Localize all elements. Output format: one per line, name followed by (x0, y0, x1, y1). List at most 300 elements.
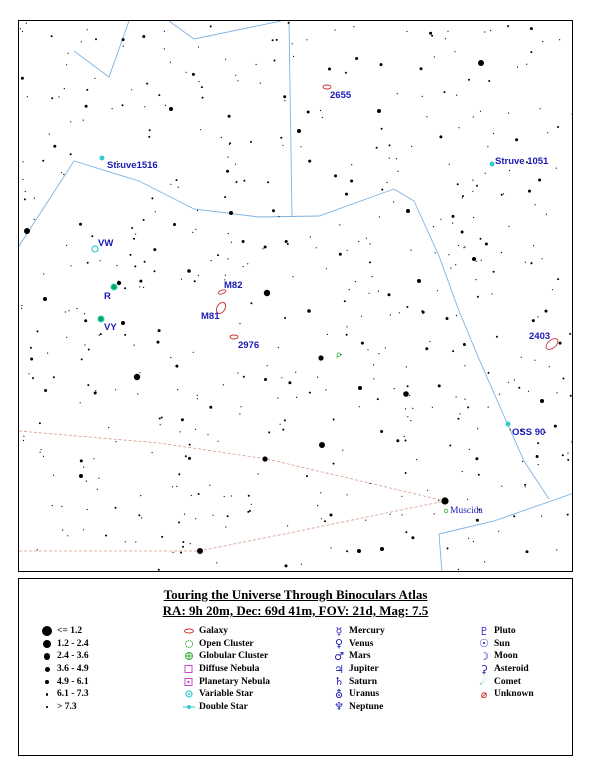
star (157, 341, 160, 344)
object-row-label: Diffuse Nebula (199, 664, 260, 675)
star (462, 195, 464, 197)
star (545, 310, 548, 313)
planet-row (329, 688, 385, 701)
star (159, 418, 161, 420)
star (274, 60, 276, 62)
magnitude-row (37, 638, 89, 651)
star (149, 129, 151, 131)
other-row-label: Asteroid (494, 664, 529, 675)
figure-line (19, 431, 445, 501)
star (87, 384, 89, 386)
star-chart[interactable] (18, 20, 573, 572)
star (406, 306, 408, 308)
star (480, 111, 481, 112)
star (181, 279, 182, 280)
label-rho: ρ (336, 350, 342, 359)
star (399, 312, 400, 313)
star (493, 133, 494, 134)
star (487, 146, 488, 147)
star (367, 349, 368, 350)
star (456, 396, 457, 397)
star (184, 514, 185, 515)
star (280, 424, 281, 425)
star (346, 326, 347, 327)
star (481, 260, 482, 261)
star (388, 293, 391, 296)
star (151, 197, 153, 199)
star (66, 245, 67, 246)
star (406, 31, 407, 32)
star (231, 495, 232, 496)
star (94, 78, 95, 79)
star (406, 209, 410, 213)
star (217, 254, 219, 256)
star (21, 305, 22, 306)
star (526, 550, 529, 553)
star (135, 234, 136, 235)
star (283, 95, 286, 98)
star (429, 341, 430, 342)
star (176, 486, 177, 487)
galaxy-m82[interactable] (218, 280, 243, 295)
star (225, 275, 226, 276)
star (461, 231, 464, 234)
star (426, 116, 427, 117)
star (478, 474, 480, 476)
star (379, 216, 380, 217)
star (182, 546, 184, 548)
star (30, 358, 33, 361)
star (473, 116, 474, 117)
other-row-label: Moon (494, 651, 518, 662)
planet-row-label: Neptune (349, 701, 384, 712)
object-row-label: Variable Star (199, 689, 254, 700)
star (345, 193, 348, 196)
star (297, 129, 301, 133)
star (97, 489, 98, 490)
star (278, 347, 279, 348)
star (224, 196, 226, 198)
star (325, 389, 326, 390)
star (251, 504, 252, 505)
star (209, 406, 212, 409)
star (68, 310, 69, 311)
star (456, 95, 457, 96)
star (87, 509, 88, 510)
other-row-label: Sun (494, 638, 510, 649)
star (285, 240, 288, 243)
star (381, 189, 383, 191)
star (267, 365, 268, 366)
star (58, 96, 59, 97)
star (410, 250, 411, 251)
open-cluster-icon (444, 509, 448, 513)
star (405, 472, 407, 474)
star (377, 109, 381, 113)
star (469, 449, 470, 450)
globular-cluster-icon (183, 651, 195, 661)
star (563, 378, 565, 380)
star (437, 290, 438, 291)
star (485, 243, 488, 246)
label-oss90: OSS 90 (512, 427, 546, 438)
star (61, 506, 62, 507)
constellation-boundaries (19, 21, 573, 572)
galaxy-2403[interactable] (529, 331, 560, 352)
star (240, 406, 241, 407)
star (43, 456, 44, 457)
star (195, 229, 196, 230)
star (417, 279, 421, 283)
legend-panel (18, 578, 573, 756)
planet-row (329, 638, 385, 651)
star (532, 319, 535, 322)
star (452, 215, 455, 218)
star (404, 436, 405, 437)
star (496, 336, 498, 338)
star (67, 535, 68, 536)
double-star-struve1051[interactable] (490, 156, 550, 167)
star (476, 185, 478, 187)
star (569, 333, 571, 335)
star (278, 216, 279, 217)
star (235, 164, 236, 165)
star (448, 254, 449, 255)
object-row-symbol (179, 651, 199, 661)
double-star-struve1516[interactable] (100, 156, 158, 172)
star (137, 393, 138, 394)
star (272, 209, 275, 212)
star (144, 106, 145, 107)
planet-row (329, 663, 385, 676)
star (198, 81, 199, 82)
star (567, 514, 569, 516)
star (422, 96, 423, 97)
other-row-label: Unknown (494, 689, 534, 700)
star (37, 330, 39, 332)
star (170, 184, 171, 185)
star (98, 478, 99, 479)
star (198, 46, 199, 47)
planet-row-label: Uranus (349, 689, 380, 700)
star (226, 170, 229, 173)
star (528, 190, 531, 193)
star (447, 31, 448, 32)
star (153, 248, 156, 251)
star (515, 138, 518, 141)
galaxy-2976[interactable] (230, 335, 259, 351)
galaxy-icon (183, 627, 195, 635)
star (211, 260, 212, 261)
star (135, 541, 136, 542)
star (87, 262, 89, 264)
star (243, 376, 245, 378)
star (507, 25, 509, 27)
star (216, 562, 217, 563)
star (409, 395, 410, 396)
star (276, 39, 278, 41)
star (439, 135, 442, 138)
star (191, 495, 192, 496)
star (193, 352, 194, 353)
star (228, 233, 229, 234)
star (473, 217, 474, 218)
star (380, 63, 382, 65)
diffuse-nebula-icon (183, 664, 195, 674)
star (530, 27, 533, 30)
star (449, 445, 451, 447)
star (192, 73, 195, 76)
star (117, 281, 121, 285)
star (390, 314, 391, 315)
label-vw: VW (98, 238, 114, 249)
star (405, 408, 406, 409)
star (411, 536, 414, 539)
star (547, 132, 548, 133)
star (347, 250, 348, 251)
star (164, 48, 165, 49)
star (310, 236, 311, 237)
star (242, 240, 245, 243)
star (180, 431, 181, 432)
magnitude-row-symbol (37, 693, 57, 696)
star (369, 243, 370, 244)
label-2655: 2655 (330, 90, 352, 101)
star (250, 141, 252, 143)
star (286, 565, 287, 566)
star (493, 271, 495, 273)
planet-row-symbol (329, 663, 349, 676)
star (34, 219, 35, 220)
planet-row-symbol (329, 637, 349, 650)
star (501, 194, 503, 196)
star (450, 267, 451, 268)
star (225, 59, 226, 60)
star (405, 440, 407, 442)
star (346, 334, 348, 336)
star (531, 262, 532, 263)
other-row (474, 625, 534, 638)
object-row (179, 625, 270, 638)
star (307, 111, 310, 114)
star (342, 450, 343, 451)
star (377, 398, 379, 400)
double-star-icon (182, 702, 196, 712)
star (324, 520, 326, 522)
star (160, 424, 161, 425)
star (541, 516, 542, 517)
star (223, 384, 224, 385)
star (86, 481, 87, 482)
star (320, 110, 321, 111)
star (141, 517, 142, 518)
planet-legend (329, 625, 385, 713)
other-icon: ⚳ (479, 662, 489, 676)
variable-star-icon (183, 689, 195, 699)
star (472, 257, 476, 261)
galaxy-m81[interactable] (201, 301, 227, 322)
star (272, 39, 274, 41)
star (373, 364, 374, 365)
star (99, 335, 100, 336)
star (53, 376, 55, 378)
asterism-lines (19, 431, 445, 551)
star (449, 164, 450, 165)
star (42, 160, 44, 162)
star (301, 564, 302, 565)
other-row (474, 650, 534, 663)
star (393, 201, 394, 202)
star (559, 39, 560, 40)
magnitude-row-symbol (37, 653, 57, 660)
star (307, 309, 311, 313)
star (70, 153, 72, 155)
star (284, 317, 286, 319)
variable-star-r[interactable] (104, 284, 117, 302)
star (546, 214, 547, 215)
star (522, 461, 523, 462)
bright-stars (24, 60, 544, 554)
star (412, 408, 413, 409)
atlas-title: Touring the Universe Through Binoculars Atlas (163, 587, 428, 602)
star (464, 365, 465, 366)
magnitude-row-label: > 7.3 (57, 701, 77, 712)
star (503, 193, 504, 194)
other-icon: ☄ (479, 675, 489, 689)
star (386, 182, 387, 183)
star (116, 265, 117, 266)
boundary-line (289, 21, 292, 216)
star (355, 57, 358, 60)
double-star-oss90[interactable] (506, 422, 546, 439)
star (93, 458, 94, 459)
star (528, 391, 529, 392)
other-icon: ♇ (479, 624, 489, 638)
star (105, 535, 107, 537)
star (277, 397, 278, 398)
star (420, 67, 423, 70)
star (330, 514, 333, 517)
star (29, 373, 30, 374)
galaxy-2655[interactable] (323, 85, 352, 101)
star (458, 245, 459, 246)
boundary-line (19, 161, 414, 246)
star (458, 569, 459, 570)
star (345, 72, 347, 74)
star (406, 366, 407, 367)
star (188, 457, 191, 460)
star (556, 168, 557, 169)
star (210, 25, 212, 27)
star (429, 32, 432, 35)
star (491, 293, 492, 294)
other-icon: ☽ (479, 649, 489, 663)
variable-star-vy[interactable] (98, 316, 117, 333)
star (189, 444, 191, 446)
star (21, 308, 22, 309)
star (521, 357, 522, 358)
planet-row-label: Mars (349, 651, 371, 662)
star (347, 494, 348, 495)
planet-row (329, 701, 385, 714)
star (475, 279, 476, 280)
star (401, 496, 402, 497)
planet-icon: ☿ (335, 624, 343, 638)
star (284, 100, 285, 101)
planet-icon: ♄ (334, 675, 344, 689)
star (467, 406, 469, 408)
star (288, 381, 291, 384)
star (209, 485, 210, 486)
star (47, 353, 48, 354)
star (501, 252, 502, 253)
star (186, 72, 187, 73)
star (231, 242, 232, 243)
planet-row (329, 650, 385, 663)
star (248, 495, 250, 497)
object-row-label: Planetary Nebula (199, 676, 270, 687)
star (524, 484, 526, 486)
variable-star-vw[interactable] (92, 238, 113, 252)
star (473, 541, 474, 542)
galaxy-icon (230, 335, 238, 339)
star (556, 549, 557, 550)
star (444, 91, 446, 93)
star (435, 252, 436, 253)
star (559, 342, 562, 345)
star (288, 22, 290, 24)
label-m82: M82 (224, 280, 243, 291)
star-rho[interactable] (336, 350, 341, 359)
star (134, 345, 135, 346)
star (287, 525, 288, 526)
star (139, 372, 140, 373)
star (225, 526, 226, 527)
star (108, 427, 109, 428)
star (81, 41, 82, 42)
star (328, 68, 331, 71)
star (175, 365, 178, 368)
star (44, 389, 47, 392)
object-row-label: Open Cluster (199, 638, 254, 649)
star (79, 223, 82, 226)
star (488, 372, 490, 374)
star (339, 253, 342, 256)
galaxy-icon (323, 85, 331, 89)
magnitude-row (37, 625, 89, 638)
star (456, 315, 457, 316)
star (247, 511, 249, 513)
star (100, 260, 101, 261)
star (34, 198, 35, 199)
star (567, 453, 568, 454)
star (394, 388, 395, 389)
label-struve1516: Struve1516 (107, 160, 158, 171)
star (25, 191, 26, 192)
star-muscida[interactable] (444, 506, 483, 516)
planet-row (329, 675, 385, 688)
star (84, 344, 85, 345)
star (457, 418, 459, 420)
star (178, 187, 179, 188)
star (351, 164, 352, 165)
star (542, 258, 543, 259)
star (488, 80, 490, 82)
star (70, 265, 71, 266)
star (264, 378, 267, 381)
star (122, 104, 124, 106)
star (468, 79, 470, 81)
